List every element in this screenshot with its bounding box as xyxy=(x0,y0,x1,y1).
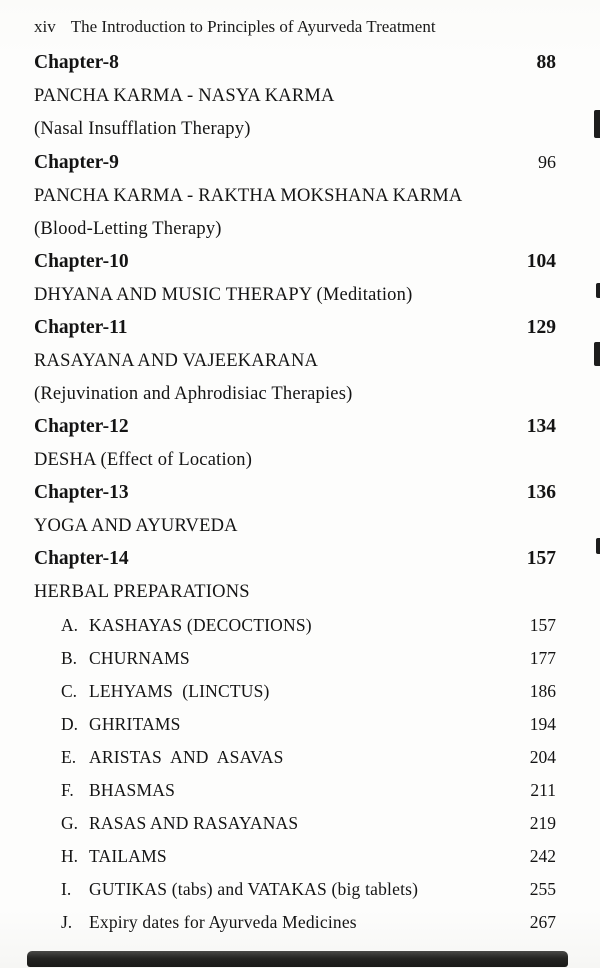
toc-chapter-row xyxy=(34,317,556,339)
subsection-title: GUTIKAS (tabs) and VATAKAS (big tablets) xyxy=(89,879,419,899)
chapter-label: Chapter-8 xyxy=(34,52,119,73)
chapter-title-line: RASAYANA AND VAJEEKARANA xyxy=(34,351,319,371)
chapter-label: Chapter-9 xyxy=(34,152,119,173)
toc-subsection-row xyxy=(34,680,556,702)
chapter-title-line: PANCHA KARMA - NASYA KARMA xyxy=(34,86,335,106)
chapter-page-number: 96 xyxy=(538,152,556,172)
subsection-page-number: 186 xyxy=(529,681,556,701)
subsection-letter: F. xyxy=(61,780,74,800)
subsection-title: CHURNAMS xyxy=(89,648,190,668)
folio-page-number: xiv xyxy=(34,17,56,36)
toc-chapter-row xyxy=(34,52,556,74)
subsection-page-number: 157 xyxy=(529,615,556,635)
subsection-title: Expiry dates for Ayurveda Medicines xyxy=(89,912,357,932)
toc-chapter-row xyxy=(34,416,556,438)
chapter-title-line: YOGA AND AYURVEDA xyxy=(34,516,238,536)
subsection-page-number: 177 xyxy=(529,648,556,668)
chapter-page-number: 129 xyxy=(526,317,556,338)
chapter-page-number: 134 xyxy=(526,416,556,437)
subsection-letter: B. xyxy=(61,648,78,668)
toc-subsection-row xyxy=(34,779,556,801)
running-header-title: The Introduction to Principles of Ayurveda Treatment xyxy=(70,17,436,36)
scan-edge-artifact xyxy=(596,538,600,554)
subsection-page-number: 255 xyxy=(529,879,556,899)
toc-subsection-row xyxy=(34,713,556,735)
chapter-label: Chapter-12 xyxy=(34,416,129,437)
toc-subsection-row xyxy=(34,647,556,669)
toc-subsection-row xyxy=(34,614,556,636)
chapter-title-line: PANCHA KARMA - RAKTHA MOKSHANA KARMA xyxy=(34,186,463,206)
chapter-page-number: 88 xyxy=(536,52,556,73)
subsection-letter: C. xyxy=(61,681,78,701)
subsection-title: TAILAMS xyxy=(89,846,167,866)
subsection-page-number: 211 xyxy=(530,780,556,800)
toc-subsection-row xyxy=(34,812,556,834)
toc-subsection-row xyxy=(34,911,556,933)
subsection-page-number: 267 xyxy=(529,912,556,932)
chapter-page-number: 104 xyxy=(526,251,556,272)
subsection-page-number: 219 xyxy=(529,813,556,833)
chapter-title-line: DHYANA AND MUSIC THERAPY (Meditation) xyxy=(34,285,413,305)
subsection-title: ARISTAS AND ASAVAS xyxy=(89,747,284,767)
scan-bottom-edge-artifact xyxy=(27,951,568,967)
scan-edge-artifact xyxy=(594,342,600,366)
scan-edge-artifact xyxy=(596,283,600,298)
subsection-title: RASAS AND RASAYANAS xyxy=(89,813,299,833)
chapter-page-number: 157 xyxy=(526,548,556,569)
subsection-letter: G. xyxy=(61,813,79,833)
toc-chapter-row xyxy=(34,548,556,570)
subsection-page-number: 242 xyxy=(529,846,556,866)
scan-edge-artifact xyxy=(594,110,600,138)
toc-chapter-row xyxy=(34,482,556,504)
chapter-label: Chapter-11 xyxy=(34,317,128,338)
chapter-subtitle-line: (Rejuvination and Aphrodisiac Therapies) xyxy=(34,384,353,404)
subsection-title: KASHAYAS (DECOCTIONS) xyxy=(89,615,312,635)
chapter-title-line: HERBAL PREPARATIONS xyxy=(34,582,250,602)
subsection-letter: J. xyxy=(61,912,73,932)
toc-chapter-row xyxy=(34,151,556,174)
running-header xyxy=(34,16,556,38)
chapter-subtitle-line: (Nasal Insufflation Therapy) xyxy=(34,119,251,139)
chapter-label: Chapter-10 xyxy=(34,251,129,272)
toc-chapter-row xyxy=(34,251,556,273)
subsection-letter: D. xyxy=(61,714,79,734)
chapter-page-number: 136 xyxy=(526,482,556,503)
toc-subsection-row xyxy=(34,845,556,867)
chapter-title-line: DESHA (Effect of Location) xyxy=(34,450,253,470)
subsection-letter: E. xyxy=(61,747,77,767)
subsection-page-number: 204 xyxy=(529,747,556,767)
subsection-page-number: 194 xyxy=(529,714,556,734)
toc-subsection-row xyxy=(34,746,556,768)
subsection-letter: I. xyxy=(61,879,72,899)
toc-subsection-row xyxy=(34,878,556,900)
subsection-letter: A. xyxy=(61,615,79,635)
subsection-letter: H. xyxy=(61,846,79,866)
chapter-subtitle-line: (Blood-Letting Therapy) xyxy=(34,219,222,239)
chapter-label: Chapter-13 xyxy=(34,482,129,503)
chapter-label: Chapter-14 xyxy=(34,548,129,569)
subsection-title: GHRITAMS xyxy=(89,714,181,734)
subsection-title: BHASMAS xyxy=(89,780,176,800)
subsection-title: LEHYAMS (LINCTUS) xyxy=(89,681,270,701)
